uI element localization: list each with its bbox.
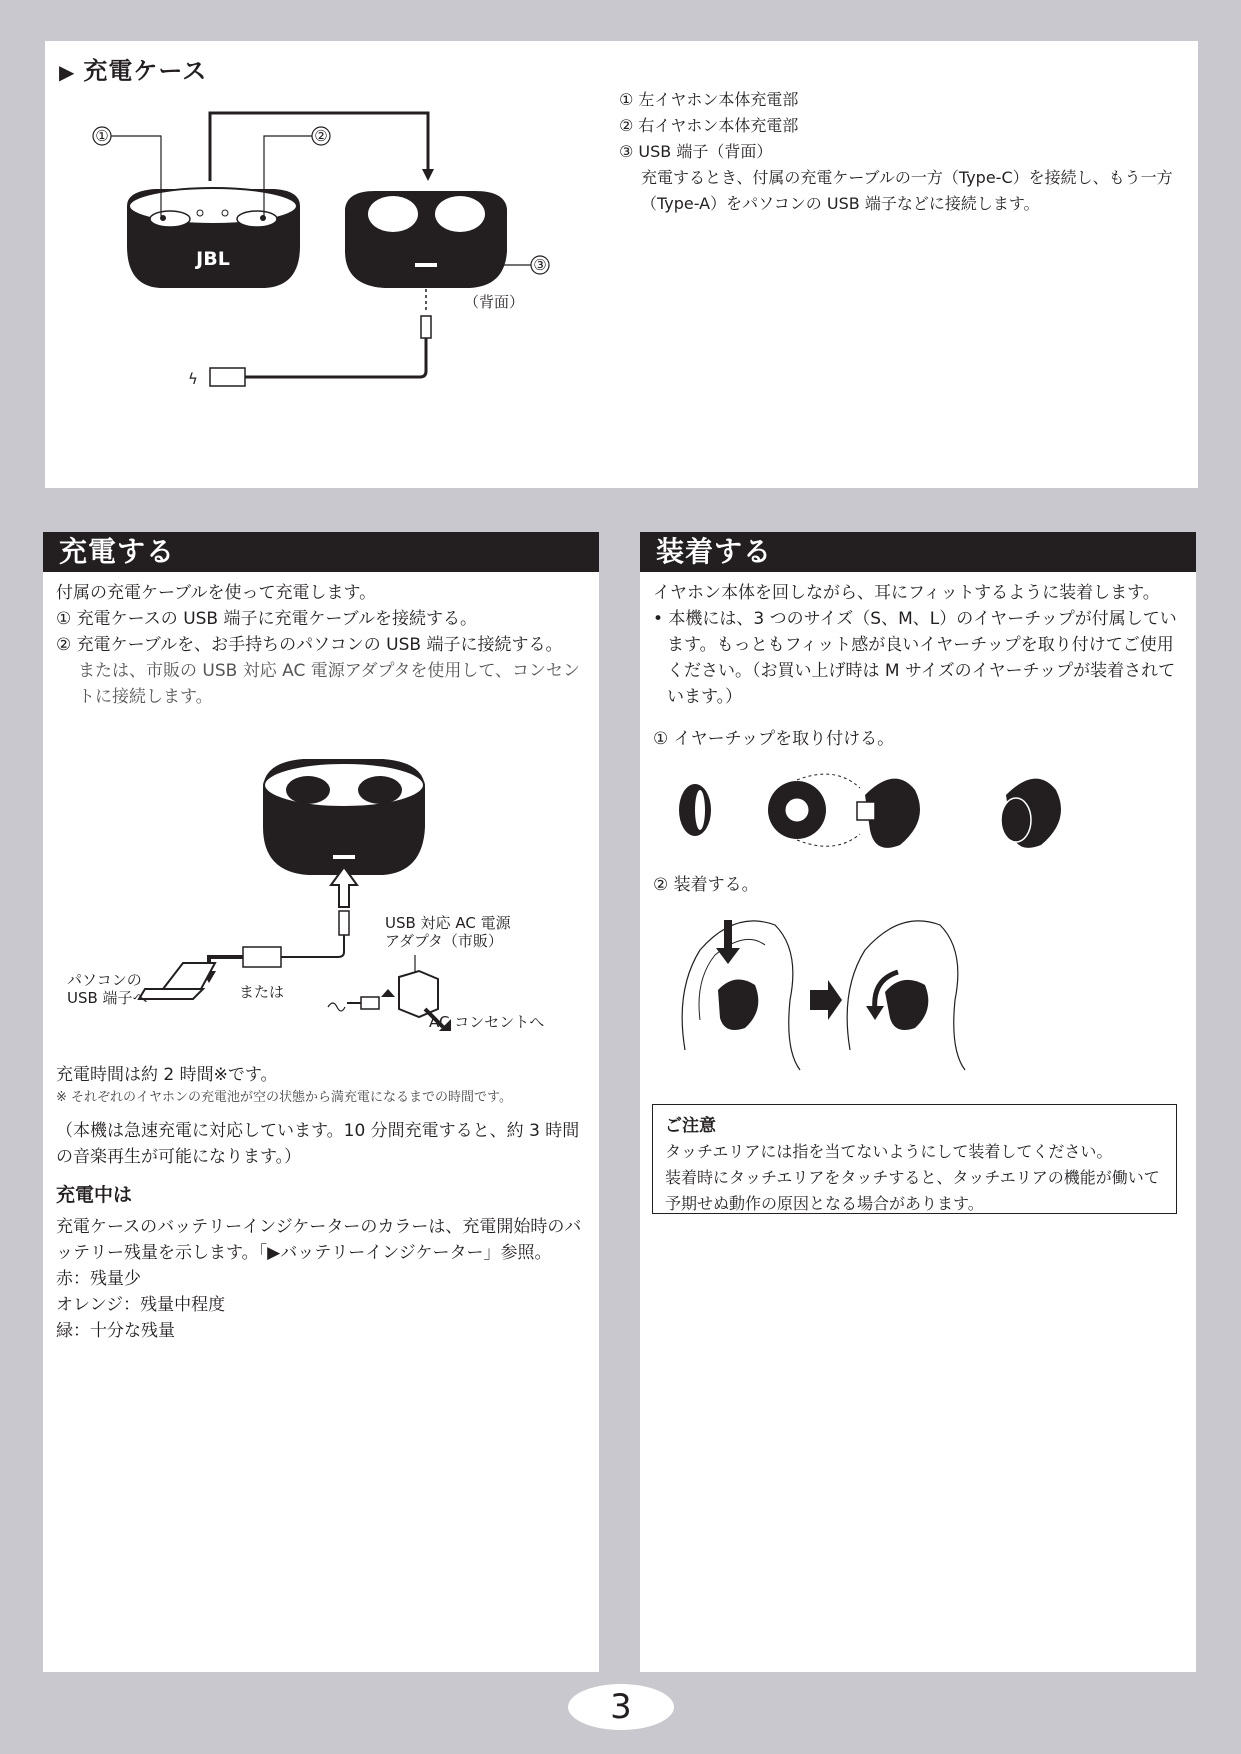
charging-case-heading-text: 充電ケース [83,57,208,85]
charge-panel [43,532,599,1672]
wear-panel [640,532,1196,1672]
wear-intro: イヤホン本体を回しながら、耳にフィットするように装着します。 [653,583,1160,603]
flip-arrow-head [422,169,434,181]
charge-time: 充電時間は約 2 時間※です。 [56,1065,278,1085]
charge-step-1: ① 充電ケースの USB 端子に充電ケーブルを接続する。 [56,609,477,629]
lightning-icon: ϟ [188,370,198,388]
legend-note: 充電するとき、付属の充電ケーブルの一方（Type-C）を接続し、もう一方（Type-A）をパソコンの USB 端子などに接続します。 [641,168,1173,213]
level-orange: オレンジ：残量中程度 [56,1295,226,1315]
wear-step-1: ① イヤーチップを取り付ける。 [653,729,895,749]
legend-item: ③ USB 端子（背面） [619,142,773,161]
during-charging-heading: 充電中は [56,1184,133,1206]
charge-details [56,1062,591,1344]
charge-footnote: ※ それぞれのイヤホンの充電池が空の状態から満充電になるまでの時間です。 [56,1090,512,1105]
legend-item: ② 右イヤホン本体充電部 [619,116,799,135]
charging-case-diagram [45,41,585,481]
down-arrow-icon [724,920,732,950]
wear-heading: 装着する [640,532,1196,572]
eartip-bullet: • 本機には、3 つのサイズ（S、M、L）のイヤーチップが付属しています。もっともフィット感が良いイヤーチップを取り付けてご使用ください。（お買い上げ時は M サイズのイヤーチップが装着されています。） [653,609,1177,707]
case-legend [619,87,1179,217]
adapter-label-1: USB 対応 AC 電源 [385,914,511,932]
pc-label-1: パソコンの [67,971,142,989]
page-number: 3 [568,1684,674,1730]
legend-item: ① 左イヤホン本体充電部 [619,90,799,109]
adapter-label-2: アダプタ（市販） [385,932,503,950]
during-charging-text: 充電ケースのバッテリーインジケーターのカラーは、充電開始時のバッテリー残量を示します。「▶バッテリーインジケーター」参照。 [56,1217,582,1263]
charge-steps [56,580,591,710]
right-arrow-icon [810,980,842,1020]
wear-step-2: ② 装着する。 [653,875,759,895]
ac-adapter-icon [399,971,438,1017]
pc-label-2: USB 端子へ [67,989,148,1007]
flip-arrow-line [210,113,428,181]
earbud-rotate-icon [885,980,928,1030]
charge-step-2-note: または、市販の USB 対応 AC 電源アダプタを使用して、コンセントに接続します。 [78,661,580,707]
level-green: 緑：十分な残量 [56,1321,175,1341]
caution-box [652,1104,1177,1214]
charge-step-2: ② 充電ケーブルを、お手持ちのパソコンの USB 端子に接続する。 [56,635,563,655]
fast-charge-note: （本機は急速充電に対応しています。10 分間充電すると、約 3 時間の音楽再生が可能になります。） [56,1121,580,1167]
wearing-diagram [640,900,1196,1090]
eartip-attach-diagram [640,750,1196,860]
caution-line-2: 装着時にタッチエリアをタッチすると、タッチエリアの機能が働いて予期せぬ動作の原因となる場合があります。 [665,1168,1160,1213]
charging-case-panel [45,41,1198,488]
or-label: または [239,983,285,1001]
back-label: （背面） [463,293,525,311]
usb-a-plug [210,368,245,386]
charge-intro: 付属の充電ケーブルを使って充電します。 [56,583,377,603]
usb-c-plug [421,316,431,338]
jbl-logo: JBL [196,248,230,270]
caution-line-1: タッチエリアには指を当てないようにして装着してください。 [665,1142,1113,1161]
wear-intro-block [653,580,1188,752]
level-red: 赤：残量少 [56,1269,141,1289]
earbud-insert-icon [718,980,758,1030]
triangle-icon: ▶ [59,60,76,84]
callout-1-label: ① [95,127,109,145]
usb-a-connector [243,947,281,967]
charging-connection-diagram [43,727,599,1032]
callout-2-label: ② [314,127,328,145]
caution-title: ご注意 [665,1116,716,1136]
wear-step-2-block [653,872,1188,898]
callout-3-label: ③ [533,256,547,274]
outlet-label: AC コンセントへ [429,1013,545,1031]
laptop-icon [163,963,215,989]
open-case [127,188,300,288]
charge-heading: 充電する [43,532,599,572]
